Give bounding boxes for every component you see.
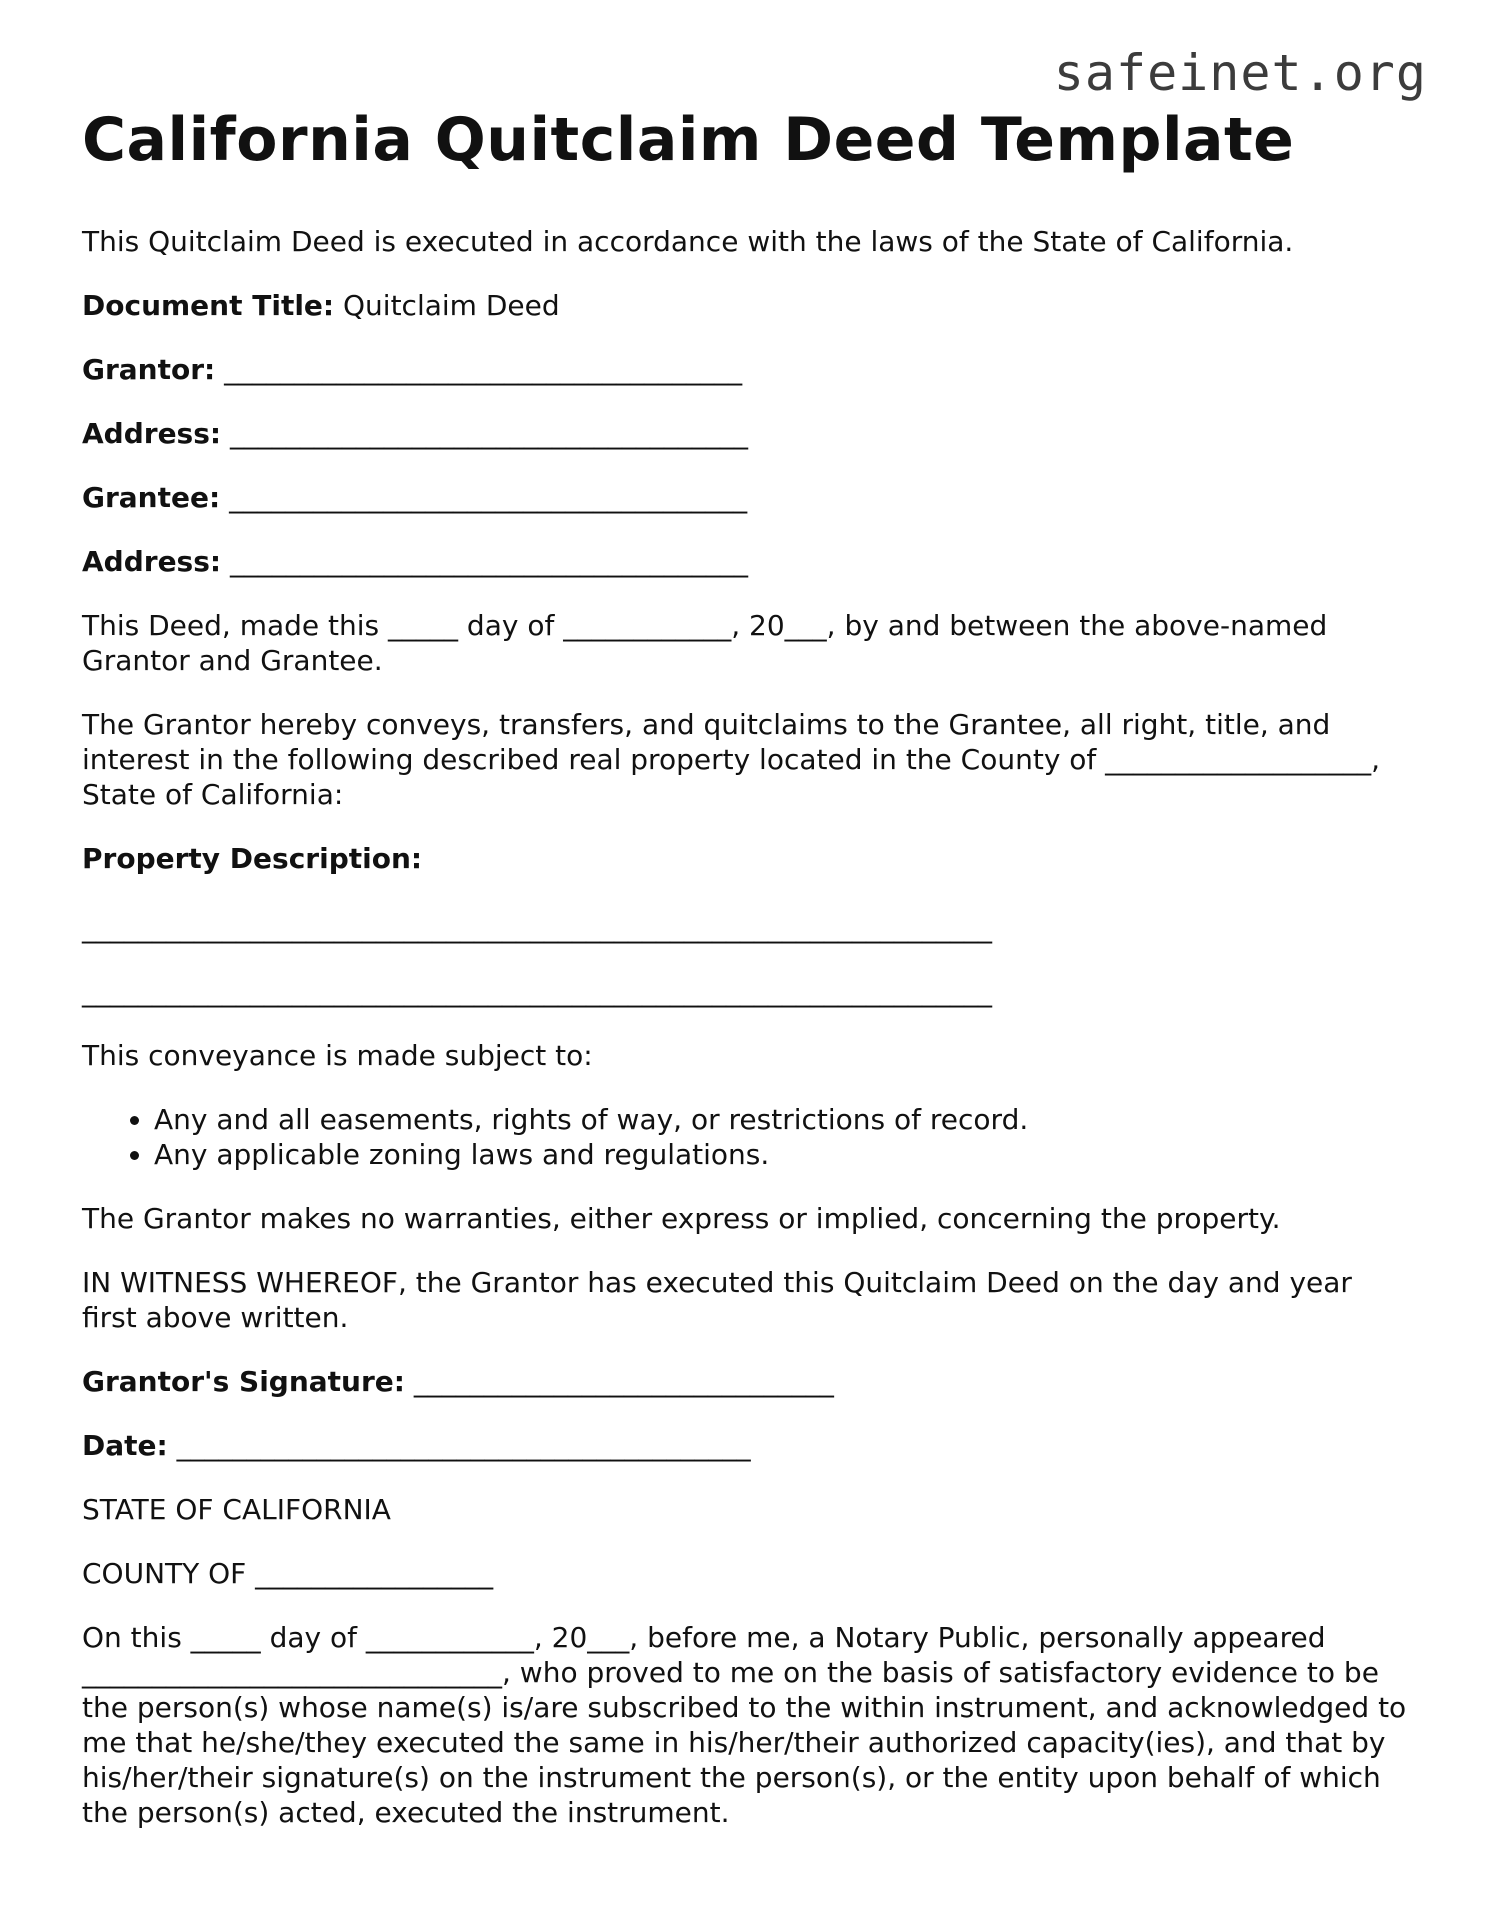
- state-line: STATE OF CALIFORNIA: [82, 1493, 391, 1526]
- grantor-blank: _____________________________________: [224, 353, 743, 386]
- subject-to-list: [82, 1102, 1412, 1172]
- grantee-label: Grantee:: [82, 481, 221, 514]
- grantee-blank: _____________________________________: [229, 481, 748, 514]
- grantor-address-field: [82, 416, 1412, 451]
- grantee-address-label: Address:: [82, 545, 222, 578]
- document-title-label: Document Title:: [82, 289, 335, 322]
- intro-paragraph: This Quitclaim Deed is executed in accordance with the laws of the State of California.: [82, 225, 1294, 258]
- grantee-address-blank: _____________________________________: [230, 545, 748, 578]
- no-warranties-paragraph: The Grantor makes no warranties, either express or implied, concerning the property.: [82, 1202, 1281, 1235]
- grantor-label: Grantor:: [82, 353, 216, 386]
- property-description-line: _________________________________________________________________: [82, 911, 992, 944]
- grantor-signature-label: Grantor's Signature:: [82, 1365, 405, 1398]
- list-item: • Any and all easements, rights of way, or restrictions of record.: [154, 1102, 1412, 1137]
- grantor-field: [82, 352, 1412, 387]
- date-blank: _________________________________________: [176, 1429, 751, 1462]
- grantor-signature-blank: ______________________________: [413, 1365, 834, 1398]
- grantee-field: [82, 480, 1412, 515]
- document-title-row: [82, 288, 1412, 323]
- subject-to-intro: This conveyance is made subject to:: [82, 1039, 593, 1072]
- document-page: [82, 100, 1412, 1859]
- date-field: [82, 1428, 1412, 1463]
- date-label: Date:: [82, 1429, 168, 1462]
- witness-paragraph: IN WITNESS WHEREOF, the Grantor has executed this Quitclaim Deed on the day and year first above written.: [82, 1266, 1352, 1334]
- watermark-text: safeinet.org: [1053, 44, 1427, 102]
- document-title-value: Quitclaim Deed: [343, 289, 560, 322]
- county-line: COUNTY OF _________________: [82, 1557, 494, 1590]
- grantor-signature-field: [82, 1364, 1412, 1399]
- conveyance-paragraph: The Grantor hereby conveys, transfers, and quitclaims to the Grantee, all right, title, and interest in the following described real property located in the County of ___________________, State of California:: [82, 708, 1381, 811]
- deed-made-paragraph: This Deed, made this _____ day of ____________, 20___, by and between the above-named Grantor and Grantee.: [82, 609, 1328, 677]
- grantor-address-blank: _____________________________________: [230, 417, 748, 450]
- grantor-address-label: Address:: [82, 417, 222, 450]
- grantee-address-field: [82, 544, 1412, 579]
- page-title: California Quitclaim Deed Template: [82, 105, 1295, 175]
- property-description-line: _________________________________________________________________: [82, 975, 992, 1008]
- property-description-heading: Property Description:: [82, 842, 423, 875]
- notary-paragraph: On this _____ day of ____________, 20___, before me, a Notary Public, personally appeared ______________________________, who proved to me on the basis of satisfactory evidence to be the person(s) whose name(s) is/are subscribed to the within instrument, and acknowledged to me that he/she/they executed the same in his/her/their authorized capacity(ies), and that by his/her/their signature(s) on the instrument the person(s), or the entity upon behalf of which the person(s) acted, executed the instrument.: [82, 1621, 1407, 1829]
- list-item: • Any applicable zoning laws and regulations.: [154, 1137, 1412, 1172]
- property-description-lines: [82, 910, 1412, 1009]
